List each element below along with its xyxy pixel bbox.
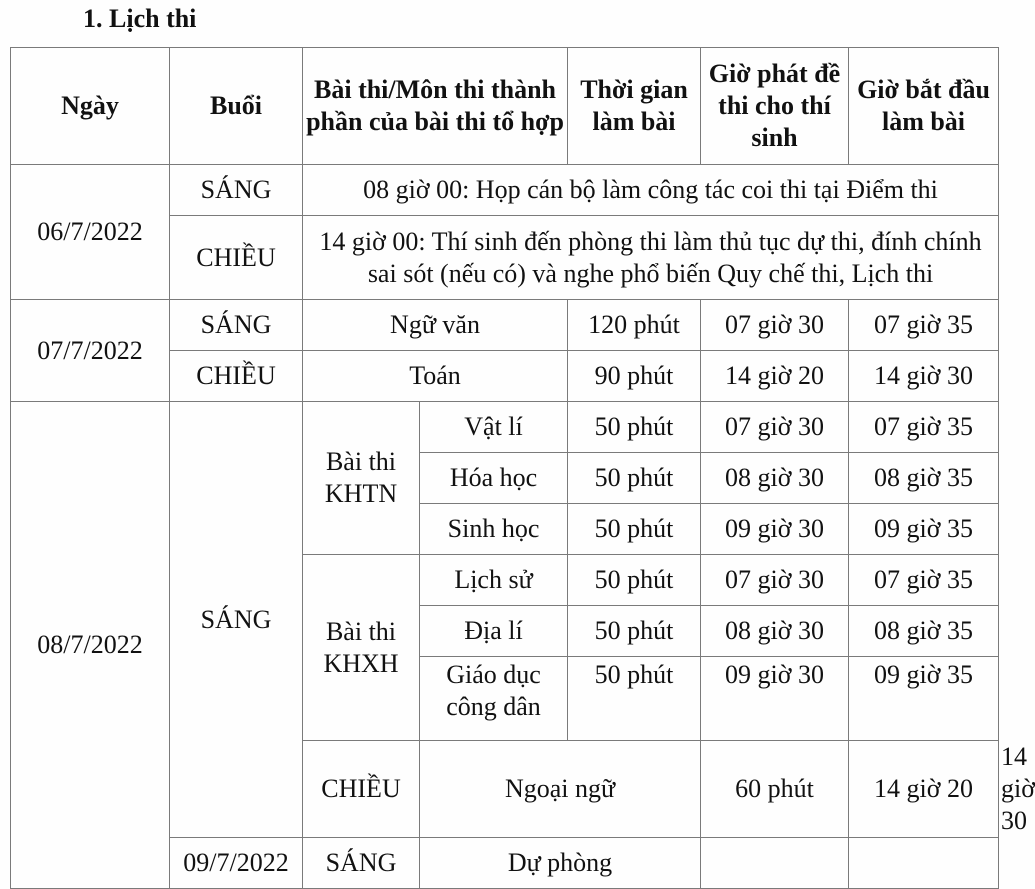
header-subject: Bài thi/Môn thi thành phần của bài thi tổ hợp (303, 48, 568, 165)
handout-time-cell: 09 giờ 30 (701, 504, 849, 555)
section-title: 1. Lịch thi (83, 4, 197, 33)
subject-cell: Vật lí (420, 402, 568, 453)
table-row (11, 402, 999, 453)
handout-time-cell: 14 giờ 20 (701, 351, 849, 402)
handout-time-cell: 08 giờ 30 (701, 606, 849, 657)
handout-time-cell (849, 838, 999, 889)
subject-cell: Sinh học (420, 504, 568, 555)
duration-cell: 90 phút (568, 351, 701, 402)
group-cell-khxh: Bài thi KHXH (303, 555, 420, 741)
start-time-cell: 14 giờ 30 (849, 351, 999, 402)
start-time-cell: 08 giờ 35 (849, 606, 999, 657)
duration-cell: 50 phút (568, 504, 701, 555)
date-cell: 06/7/2022 (11, 165, 170, 300)
date-cell: 08/7/2022 (11, 402, 170, 889)
subject-cell: Toán (303, 351, 568, 402)
header-session: Buổi (170, 48, 303, 165)
start-time-cell: 07 giờ 35 (849, 555, 999, 606)
subject-cell: Địa lí (420, 606, 568, 657)
session-cell: CHIỀU (170, 216, 303, 300)
start-time-cell: 07 giờ 35 (849, 300, 999, 351)
subject-cell: Lịch sử (420, 555, 568, 606)
start-time-cell: 08 giờ 35 (849, 453, 999, 504)
table-row: CHIỀU Ngoại ngữ 60 phút 14 giờ 20 14 giờ 30 (11, 741, 999, 838)
session-cell: SÁNG (170, 402, 303, 838)
session-cell: SÁNG (303, 838, 420, 889)
session-cell: SÁNG (170, 165, 303, 216)
header-duration: Thời gian làm bài (568, 48, 701, 165)
handout-time-cell: 07 giờ 30 (701, 555, 849, 606)
header-row (11, 48, 999, 165)
session-cell: CHIỀU (170, 351, 303, 402)
subject-cell: Ngoại ngữ (420, 741, 701, 838)
subject-cell: Ngữ văn (303, 300, 568, 351)
duration-cell: 120 phút (568, 300, 701, 351)
session-cell: CHIỀU (303, 741, 420, 838)
duration-cell: 50 phút (568, 453, 701, 504)
duration-cell: 50 phút (568, 555, 701, 606)
handout-time-cell: 07 giờ 30 (701, 300, 849, 351)
date-cell: 07/7/2022 (11, 300, 170, 402)
handout-time-cell: 14 giờ 20 (849, 741, 999, 838)
start-time-cell: 07 giờ 35 (849, 402, 999, 453)
duration-cell: 50 phút (568, 606, 701, 657)
header-start-time: Giờ bắt đầu làm bài (849, 48, 999, 165)
header-day: Ngày (11, 48, 170, 165)
duration-cell: 60 phút (701, 741, 849, 838)
subject-cell: Hóa học (420, 453, 568, 504)
table-row (11, 165, 999, 216)
session-cell: SÁNG (170, 300, 303, 351)
group-cell-khtn: Bài thi KHTN (303, 402, 420, 555)
header-handout-time: Giờ phát đề thi cho thí sinh (701, 48, 849, 165)
subject-cell: Dự phòng (420, 838, 701, 889)
exam-schedule-table (10, 47, 1035, 889)
duration-cell: 50 phút (568, 657, 701, 741)
note-cell: 14 giờ 00: Thí sinh đến phòng thi làm thủ tục dự thi, đính chính sai sót (nếu có) và nghe phổ biến Quy chế thi, Lịch thi (303, 216, 999, 300)
handout-time-cell: 08 giờ 30 (701, 453, 849, 504)
handout-time-cell: 07 giờ 30 (701, 402, 849, 453)
duration-cell (701, 838, 849, 889)
note-cell: 08 giờ 00: Họp cán bộ làm công tác coi thi tại Điểm thi (303, 165, 999, 216)
handout-time-cell: 09 giờ 30 (701, 657, 849, 741)
date-cell: 09/7/2022 (170, 838, 303, 889)
table-row (11, 300, 999, 351)
duration-cell: 50 phút (568, 402, 701, 453)
subject-cell: Giáo dục công dân (420, 657, 568, 741)
start-time-cell: 09 giờ 35 (849, 657, 999, 741)
start-time-cell: 09 giờ 35 (849, 504, 999, 555)
